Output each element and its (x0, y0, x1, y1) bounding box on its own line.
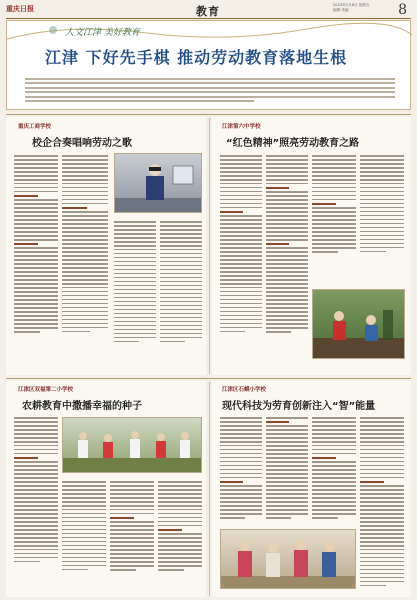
date-info (333, 3, 389, 12)
banner (6, 20, 411, 110)
article-column (360, 155, 404, 255)
article-school: 江津第六中学校 (222, 124, 261, 130)
article-column (312, 155, 356, 255)
article-column (14, 155, 58, 335)
article-column (220, 417, 262, 521)
paper-name: 重庆日报 (6, 4, 34, 13)
column-tag: 人文江津 美好教育 (65, 28, 140, 38)
article-column (266, 417, 308, 521)
article-column (220, 155, 262, 335)
photo-farming-students (62, 417, 202, 473)
article-school: 重庆工商学校 (18, 124, 52, 130)
photo-performers-icon (221, 530, 356, 589)
column-divider (209, 382, 210, 596)
article-column (62, 155, 108, 335)
article-column (62, 481, 106, 573)
editor-label: 编辑 (333, 7, 341, 12)
article-column (360, 417, 404, 589)
article-title: “红色精神”照亮劳动教育之路 (226, 138, 360, 149)
photo-vr-training (114, 153, 202, 213)
article-title: 校企合奏唱响劳动之歌 (32, 138, 132, 149)
article-school: 江津区双福第二小学校 (18, 387, 74, 393)
article-column (312, 417, 356, 521)
article-column (114, 221, 156, 345)
photo-figure-icon (115, 154, 202, 213)
photo-field-work (312, 289, 405, 359)
section-name: 教育 (196, 5, 220, 18)
designer-label: 美编 (341, 7, 349, 12)
photo-costume-students (220, 529, 356, 589)
article-title: 现代科技为劳育创新注入“智”能量 (222, 401, 376, 412)
masthead-rule (6, 18, 411, 19)
article-column (110, 481, 154, 573)
article-title: 农耕教育中撒播幸福的种子 (22, 401, 142, 412)
article-column (14, 417, 58, 565)
intro-paragraph (25, 75, 395, 105)
section-rule (6, 114, 411, 115)
article-2 (212, 117, 411, 375)
article-column (158, 481, 202, 573)
weekday: 星期五 (358, 3, 370, 7)
article-column (266, 155, 308, 335)
headline: 江津 下好先手棋 推动劳动教育落地生根 (45, 48, 348, 67)
article-column (160, 221, 202, 345)
column-divider (209, 118, 210, 374)
photo-students-icon (63, 418, 202, 473)
date: 2023年1月6日 (333, 3, 358, 7)
masthead (6, 3, 411, 17)
photo-figures-icon (313, 290, 405, 359)
article-3 (6, 381, 206, 597)
section-rule (6, 378, 411, 379)
article-school: 江津区石蟆小学校 (222, 387, 267, 393)
article-1 (6, 117, 206, 375)
article-4 (212, 381, 411, 597)
page-number: 8 (398, 2, 407, 18)
